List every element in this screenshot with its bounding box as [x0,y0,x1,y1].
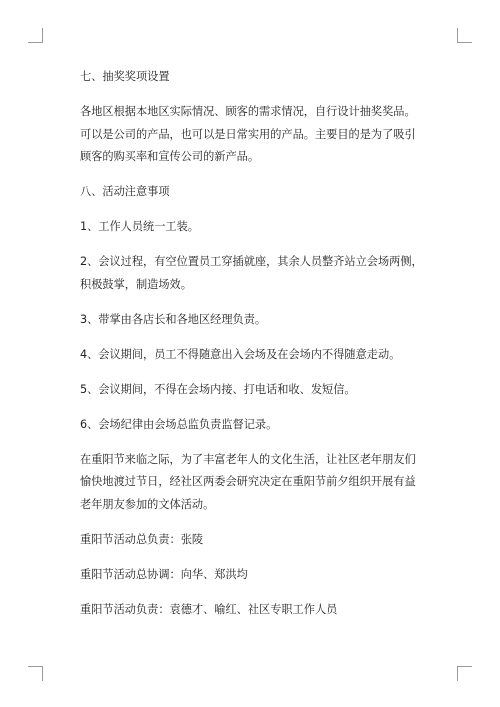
list-item: 6、会场纪律由会场总监负责监督记录。 [80,417,278,431]
corner-mark-bottom-right [457,666,472,681]
list-item: 5、会议期间，不得在会场内接、打电话和收、发短信。 [80,382,356,396]
lead-person-line: 重阳节活动总负责：张陵 [80,532,204,546]
list-item: 3、带掌由各店长和各地区经理负责。 [80,312,267,326]
list-item: 1、工作人员统一工装。 [80,220,199,233]
corner-mark-top-right [457,28,472,43]
paragraph: 各地区根据本地区实际情况、顾客的需求情况，自行设计抽奖奖品。可以是公司的产品，也可以是日常实用的产品。主要目的是为了吸引顾客的购买率和宣传公司的新产品。 [80,105,416,163]
corner-mark-bottom-left [28,666,43,681]
document-body [80,66,425,621]
paragraph: 在重阳节来临之际，为了丰富老年人的文化生活，让社区老年朋友们愉快地渡过节日，经社区两委会研究决定在重阳节前夕组织开展有益老年朋友参加的文体活动。 [80,452,416,511]
list-item: 2、会议过程，有空位置员工穿插就座，其余人员整齐站立会场两侧，积极鼓掌，制造场效。 [80,255,423,291]
list-item: 4、会议期间，员工不得随意出入会场及在会场内不得随意走动。 [80,347,401,361]
staff-line: 重阳节活动负责：袁德才、喻红、社区专职工作人员 [80,602,338,616]
section-heading: 七、抽奖奖项设置 [80,70,170,83]
coordinator-line: 重阳节活动总协调：向华、郑洪均 [80,567,248,581]
section-heading: 八、活动注意事项 [80,185,170,198]
corner-mark-top-left [28,28,43,43]
